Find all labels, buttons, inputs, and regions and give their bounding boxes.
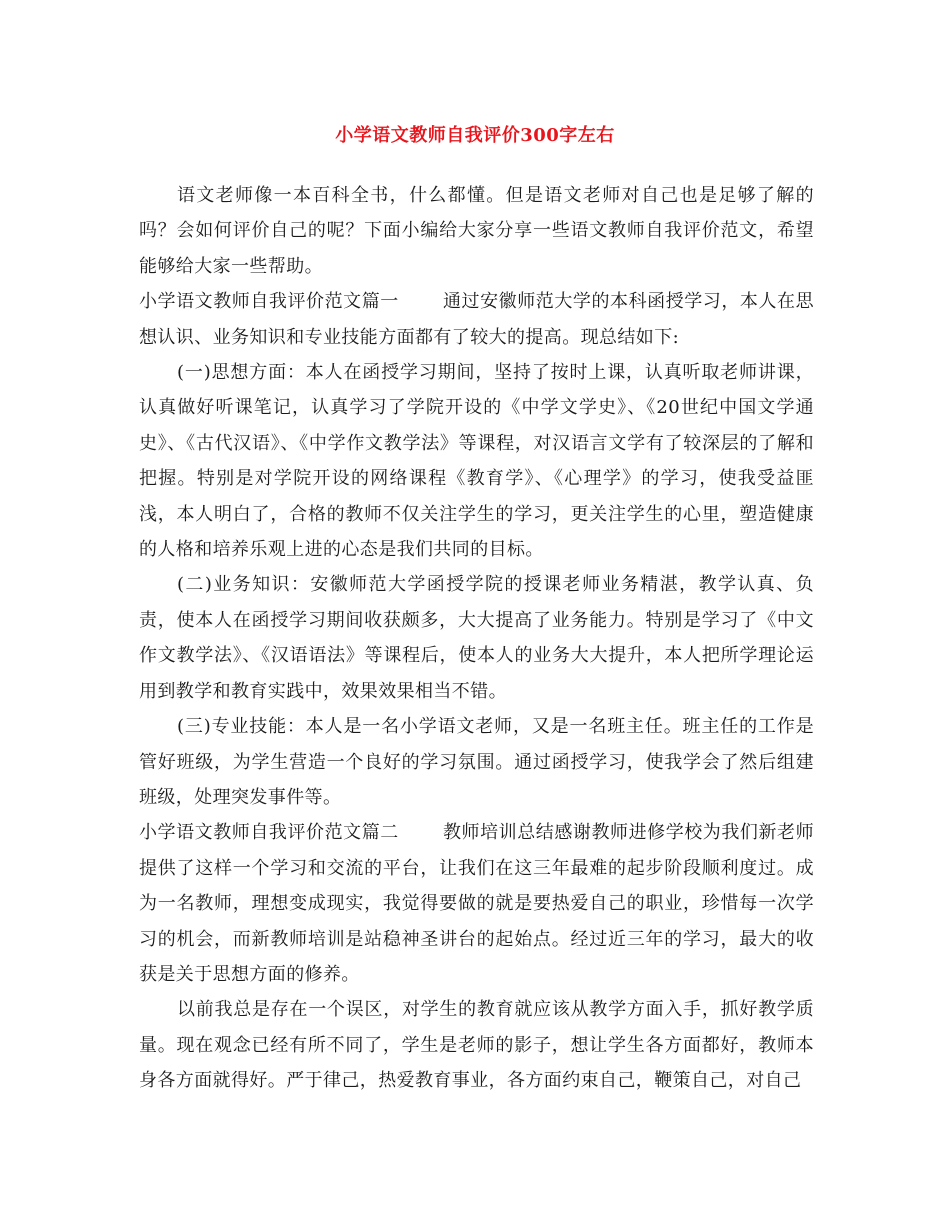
document-title: 小学语文教师自我评价300字左右 <box>335 125 615 146</box>
section-2-heading: 小学语文教师自我评价范文篇二 <box>139 822 399 844</box>
section-2-paragraph <box>139 815 814 992</box>
section-1-lead: 通过安徽师范大学的本科函授学习，本人在思想认识、业务知识和专业技能方面都有了较大的提高。现总结如下: <box>139 291 814 348</box>
section-1-paragraph <box>139 284 814 355</box>
section-1-heading: 小学语文教师自我评价范文篇一 <box>139 291 399 313</box>
intro-paragraph: 语文老师像一本百科全书，什么都懂。但是语文老师对自己也是足够了解的吗？会如何评价自己的呢？下面小编给大家分享一些语文教师自我评价范文，希望能够给大家一些帮助。 <box>139 185 814 277</box>
section-1-business-paragraph: (二)业务知识：安徽师范大学函授学院的授课老师业务精湛，教学认真、负责，使本人在函授学习期间收获颇多，大大提高了业务能力。特别是学习了《中文作文教学法》、《汉语语法》等课程后，使本人的业务大大提升，本人把所学理论运用到教学和教育实践中，效果效果相当不错。 <box>139 574 814 702</box>
section-1-skill-paragraph: (三)专业技能：本人是一名小学语文老师，又是一名班主任。班主任的工作是管好班级，为学生营造一个良好的学习氛围。通过函授学习，使我学会了然后组建班级，处理突发事件等。 <box>139 716 814 808</box>
section-2-misconception-paragraph: 以前我总是存在一个误区，对学生的教育就应该从教学方面入手，抓好教学质量。现在观念已经有所不同了，学生是老师的影子，想让学生各方面都好，教师本身各方面就得好。严于律己，热爱教育事业，各方面约束自己，鞭策自己，对自己 <box>139 999 814 1092</box>
document-body <box>139 178 814 1099</box>
section-2-lead: 教师培训总结感谢教师进修学校为我们新老师提供了这样一个学习和交流的平台，让我们在这三年最难的起步阶段顺利度过。成为一名教师，理想变成现实，我觉得要做的就是要热爱自己的职业，珍惜每一次学习的机会，而新教师培训是站稳神圣讲台的起始点。经过近三年的学习，最大的收获是关于思想方面的修养。 <box>139 822 814 985</box>
section-1-thought-paragraph: (一)思想方面：本人在函授学习期间，坚持了按时上课，认真听取老师讲课，认真做好听课笔记，认真学习了学院开设的《中学文学史》、《20世纪中国文学通史》、《古代汉语》、《中学作文教学法》等课程，对汉语言文学有了较深层的了解和把握。特别是对学院开设的网络课程《教育学》、《心理学》的学习，使我受益匪浅，本人明白了，合格的教师不仅关注学生的学习，更关注学生的心里，塑造健康的人格和培养乐观上进的心态是我们共同的目标。 <box>139 362 814 561</box>
